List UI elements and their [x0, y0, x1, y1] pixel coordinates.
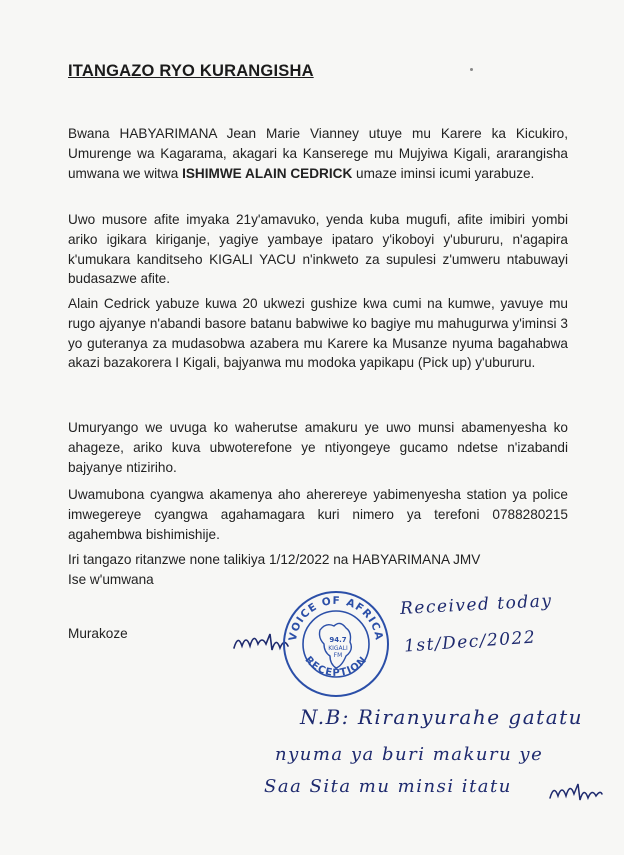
paragraph-signatory-role: Ise w'umwana [68, 572, 154, 587]
stamp-city: KIGALI [328, 645, 348, 652]
stamp-fm: FM [333, 652, 343, 659]
stamp-bottom-text: RECEPTION [302, 654, 370, 679]
paragraph-last-contact: Umuryango we uvuga ko waherutse amakuru ye uwo munsi abamenyesha ko ahageze, ariko kuva ubwoterefone ye ntiyongeye gucamo ndetse n'izabandi bajyanye ntiziriho. [68, 420, 568, 475]
signature-scribble-2 [548, 778, 604, 806]
paragraph-circumstances: Alain Cedrick yabuze kuwa 20 ukwezi gushize kwa cumi na kumwe, yavuye mu rugo ajyanye n'abandi basore batanu babwiwe ko bagiye mu mahugurwa y'iminsi 3 yo guteranya za mudasobwa azabera mu Karere ka Musanze nyuma bagahabwa akazi bazakorera I Kigali, bajyanwa mu modoka yapikapu (Pick up) y'ubururu. [68, 296, 568, 371]
intro-text-end: umaze iminsi icumi yarabuze. [352, 165, 535, 181]
notice-title: ITANGAZO RYO KURANGISHA [68, 62, 314, 80]
paragraph-contact-info: Uwamubona cyangwa akamenya aho aherereye yabimenyesha station ya police imwegereye cyangwa agahamagara kuri nimero ya terefoni 0788280215 agahembwa bishimishije. [68, 487, 568, 542]
stamp-top-text: VOICE OF AFRICA [286, 594, 386, 642]
missing-person-name: ISHIMWE ALAIN CEDRICK [182, 165, 353, 181]
paragraph-issued-by: Iri tangazo ritanzwe none talikiya 1/12/2022 na HABYARIMANA JMV [68, 552, 481, 567]
paragraph-intro [68, 124, 568, 183]
scan-speck [470, 68, 473, 71]
received-note-line1: Received today [399, 591, 553, 619]
stamp-frequency: 94.7 [329, 636, 347, 644]
radio-station-stamp [280, 588, 392, 700]
handwritten-note-line3: Saa Sita mu minsi itatu [264, 776, 512, 797]
received-note-date: 1st/Dec/2022 [403, 627, 537, 657]
svg-text:VOICE OF AFRICA [287, 595, 385, 642]
handwritten-note-line1: N.B: Riranyurahe gatatu [300, 705, 584, 729]
paragraph-description: Uwo musore afite imyaka 21y'amavuko, yenda kuba mugufi, afite imibiri yombi ariko igikara kiriganje, yagiye yambaye ipataro y'ikoboyi y'ubururu, n'agapira k'umukara kanditseho KIGALI YACU n'inkweto za supulesi z'umweru ntabuwayi budasazwe afite. [68, 212, 568, 287]
handwritten-note-line2: nyuma ya buri makuru ye [275, 744, 544, 765]
intro-text: Bwana HABYARIMANA Jean Marie Vianney utuye mu Karere ka Kicukiro, Umurenge wa Kagarama, akagari ka Kanserege mu Mujyiwa Kigali, ararangisha umwana we witwa [68, 126, 568, 181]
closing-thanks: Murakoze [68, 626, 128, 641]
